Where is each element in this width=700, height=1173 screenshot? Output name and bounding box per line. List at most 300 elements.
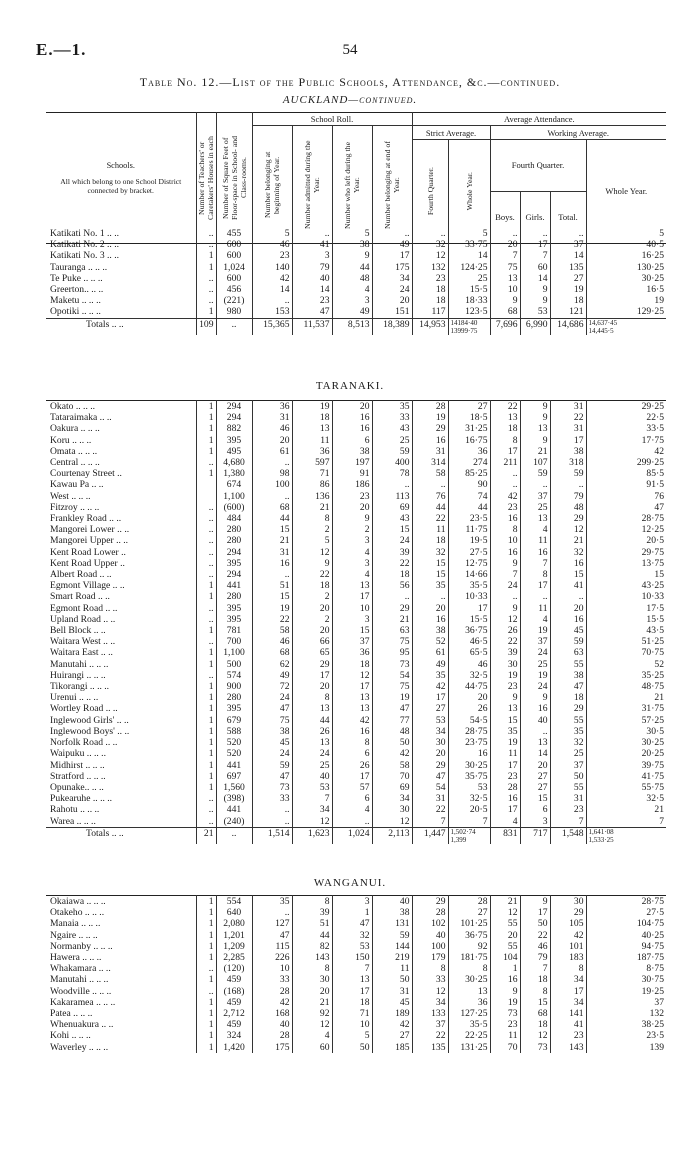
cell-value: 31 <box>372 986 412 997</box>
cell-value: 57·25 <box>586 715 666 726</box>
cell-value: 46·5 <box>448 636 490 647</box>
cell-value: 46 <box>520 941 550 952</box>
cell-value: 12 <box>490 907 520 918</box>
cell-value: 127 <box>252 918 292 929</box>
cell-value: 12 <box>292 547 332 558</box>
table-row <box>46 659 666 670</box>
cell-value: 6 <box>332 435 372 446</box>
cell-value: 32·5 <box>586 793 666 804</box>
school-name: Whenuakura .. .. <box>50 1019 114 1031</box>
cell-value: 26 <box>332 760 372 771</box>
column-headers <box>46 112 666 244</box>
cell-value: 13 <box>292 423 332 434</box>
cell-value: 395 <box>216 614 252 625</box>
school-name: Waipuku .. .. .. <box>50 748 106 760</box>
cell-value: 48 <box>550 502 586 513</box>
cell-value: 26 <box>490 625 520 636</box>
cell-value: 20 <box>448 692 490 703</box>
cell-value: 12 <box>412 986 448 997</box>
auckland-totals-row <box>46 318 666 335</box>
cell-value: 18 <box>520 1019 550 1030</box>
table-row <box>46 804 666 815</box>
table-row <box>46 997 666 1008</box>
cell-value: 15 <box>412 569 448 580</box>
cell-value: 1 <box>196 748 216 759</box>
cell-value: 32 <box>550 547 586 558</box>
school-name: Manaia .. .. .. <box>50 918 101 930</box>
cell-value: 43 <box>372 513 412 524</box>
cell-value: 280 <box>216 591 252 602</box>
school-name: Kent Road Lower .. <box>50 546 126 558</box>
cell-value: 35·25 <box>586 670 666 681</box>
page-number: 54 <box>342 42 358 58</box>
cell-value: 28·75 <box>586 896 666 908</box>
cell-value: 22 <box>490 401 520 413</box>
cell-value: 9 <box>520 692 550 703</box>
cell-value: 19 <box>252 603 292 614</box>
cell-value: 3 <box>332 896 372 908</box>
cell-value: 40·5 <box>586 239 666 250</box>
cell-value: 34 <box>372 273 412 284</box>
cell-value: 70 <box>490 1042 520 1053</box>
table-row <box>46 715 666 726</box>
cell-value: 132 <box>412 262 448 273</box>
cell-value: 674 <box>216 479 252 490</box>
cell-value: 115 <box>252 941 292 952</box>
cell-value: 136 <box>292 491 332 502</box>
cell-value: .. <box>412 591 448 602</box>
cell-value: 17·75 <box>586 435 666 446</box>
cell-value: 395 <box>216 703 252 714</box>
school-name: Warea .. .. .. <box>50 815 96 827</box>
taranaki-table <box>46 400 666 844</box>
cell-value: 30 <box>292 974 332 985</box>
cell-value: 34 <box>292 804 332 815</box>
cell-value: .. <box>252 457 292 468</box>
cell-value: 50 <box>372 737 412 748</box>
cell-value: 23 <box>550 804 586 815</box>
cell-value: 38 <box>332 239 372 250</box>
cell-value: .. <box>520 591 550 602</box>
cell-value: 1 <box>196 468 216 479</box>
working-average-header: Working Average. <box>490 126 666 139</box>
table-row <box>46 228 666 239</box>
cell-value: 85·25 <box>448 468 490 479</box>
cell-value: 50 <box>332 1042 372 1053</box>
cell-value: 38 <box>332 446 372 457</box>
totals-houses: 21 <box>196 827 216 844</box>
cell-value: 882 <box>216 423 252 434</box>
school-name: Pukearuhe .. .. .. <box>50 793 113 805</box>
cell-value: 28 <box>252 1030 292 1041</box>
table-row <box>46 306 666 318</box>
cell-value: 41 <box>550 1019 586 1030</box>
taranaki-totals-row <box>46 827 666 844</box>
cell-value: 11 <box>520 535 550 546</box>
school-name: Waitara East .. .. <box>50 647 113 659</box>
cell-value: 54·5 <box>448 715 490 726</box>
cell-value: 1 <box>196 591 216 602</box>
cell-value: .. <box>252 804 292 815</box>
table-row <box>46 614 666 625</box>
cell-value: 31 <box>252 412 292 423</box>
cell-value: 34 <box>550 997 586 1008</box>
totals-left: 1,024 <box>332 827 372 844</box>
cell-value: 16 <box>490 793 520 804</box>
cell-value: 34 <box>412 997 448 1008</box>
school-name: Waitara West .. .. <box>50 636 116 648</box>
cell-value: 19 <box>520 670 550 681</box>
school-name: Smart Road .. .. <box>50 591 110 603</box>
cell-value: 24 <box>520 681 550 692</box>
cell-value: 2 <box>292 524 332 535</box>
cell-value: 7 <box>520 963 550 974</box>
school-name: Bell Block .. .. <box>50 625 106 637</box>
cell-value: 22·25 <box>448 1030 490 1041</box>
cell-value: 31·25 <box>448 423 490 434</box>
cell-value: 79 <box>550 491 586 502</box>
cell-value: 33 <box>372 412 412 423</box>
cell-value: 600 <box>216 250 252 261</box>
cell-value: 32·5 <box>448 670 490 681</box>
cell-value: 79 <box>520 952 550 963</box>
cell-value: 27 <box>412 703 448 714</box>
cell-value: .. <box>196 535 216 546</box>
cell-value: 28·75 <box>448 726 490 737</box>
cell-value: 900 <box>216 681 252 692</box>
cell-value: 4,680 <box>216 457 252 468</box>
cell-value: 73 <box>520 1042 550 1053</box>
school-name: Stratford .. .. .. <box>50 770 106 782</box>
roll-admitted-header: Number admitted during the Year. <box>292 126 332 244</box>
cell-value: 7 <box>520 558 550 569</box>
cell-value: 59 <box>550 468 586 479</box>
cell-value: 8 <box>332 737 372 748</box>
cell-value: 30 <box>490 659 520 670</box>
cell-value: 7 <box>550 816 586 828</box>
cell-value: 1,201 <box>216 930 252 941</box>
cell-value: 16 <box>550 558 586 569</box>
total-header: Total. <box>550 191 586 243</box>
table-row <box>46 793 666 804</box>
cell-value: 141 <box>550 1008 586 1019</box>
cell-value: 7 <box>332 963 372 974</box>
cell-value: 55·75 <box>586 782 666 793</box>
cell-value: 36 <box>448 446 490 457</box>
cell-value: 17 <box>490 760 520 771</box>
cell-value: 1 <box>490 963 520 974</box>
cell-value: 91 <box>332 468 372 479</box>
school-name: Frankley Road .. .. <box>50 513 122 525</box>
cell-value: 42 <box>550 930 586 941</box>
cell-value: .. <box>196 793 216 804</box>
cell-value: 12 <box>550 524 586 535</box>
cell-value: 140 <box>252 262 292 273</box>
school-name: Okaiawa .. .. .. <box>50 896 106 907</box>
cell-value: 588 <box>216 726 252 737</box>
cell-value: 61 <box>252 446 292 457</box>
cell-value: 151 <box>372 306 412 318</box>
cell-value: 113 <box>372 491 412 502</box>
cell-value: 42 <box>372 748 412 759</box>
cell-value: 15 <box>520 997 550 1008</box>
cell-value: 17 <box>332 681 372 692</box>
cell-value: 15 <box>372 524 412 535</box>
cell-value: 16 <box>332 412 372 423</box>
cell-value: 57 <box>332 782 372 793</box>
cell-value: 23 <box>332 491 372 502</box>
cell-value: 53 <box>292 782 332 793</box>
cell-value: 10 <box>252 963 292 974</box>
cell-value: 280 <box>216 692 252 703</box>
cell-value: 17 <box>520 239 550 250</box>
cell-value: 12 <box>520 1030 550 1041</box>
cell-value: 75 <box>252 715 292 726</box>
cell-value: 69 <box>372 782 412 793</box>
cell-value: 76 <box>412 491 448 502</box>
cell-value: 21 <box>586 804 666 815</box>
cell-value: .. <box>252 816 292 828</box>
cell-value: 75 <box>372 636 412 647</box>
cell-value: 1,380 <box>216 468 252 479</box>
cell-value: .. <box>196 558 216 569</box>
cell-value: 17 <box>550 435 586 446</box>
cell-value: 37 <box>520 636 550 647</box>
cell-value: 23 <box>252 250 292 261</box>
cell-value: 600 <box>216 273 252 284</box>
cell-value: 35 <box>412 580 448 591</box>
cell-value: 23·75 <box>448 737 490 748</box>
cell-value: 63 <box>372 625 412 636</box>
cell-value: 9 <box>520 896 550 908</box>
cell-value: 34 <box>412 726 448 737</box>
teachers-houses-header: Number of Teachers' or Caretakers' Houses in each <box>196 113 216 244</box>
cell-value: 520 <box>216 748 252 759</box>
cell-value: 18·5 <box>448 412 490 423</box>
cell-value: 55 <box>550 659 586 670</box>
cell-value: 38 <box>550 446 586 457</box>
cell-value: 294 <box>216 412 252 423</box>
cell-value: 8 <box>412 963 448 974</box>
cell-value: 25 <box>520 659 550 670</box>
cell-value: 53 <box>520 306 550 318</box>
cell-value: 22 <box>412 804 448 815</box>
school-name: Fitzroy .. .. .. <box>50 501 100 513</box>
table-row <box>46 524 666 535</box>
cell-value: 47 <box>586 502 666 513</box>
school-name: Katikati No. 1 .. .. <box>50 228 120 239</box>
table-row <box>46 625 666 636</box>
cell-value: 68 <box>252 647 292 658</box>
cell-value: 18 <box>490 423 520 434</box>
cell-value: 14 <box>550 250 586 261</box>
cell-value: 17 <box>412 692 448 703</box>
cell-value: 39 <box>292 907 332 918</box>
cell-value: 181·75 <box>448 952 490 963</box>
cell-value: 46 <box>252 423 292 434</box>
cell-value: 13 <box>332 974 372 985</box>
school-name: Kohi .. .. .. <box>50 1030 91 1042</box>
cell-value: 43·25 <box>586 580 666 591</box>
cell-value: .. <box>196 513 216 524</box>
cell-value: 29 <box>372 603 412 614</box>
cell-value: 16 <box>490 547 520 558</box>
taranaki-rows <box>46 401 666 828</box>
school-name: West .. .. .. <box>50 490 91 502</box>
cell-value: .. <box>196 636 216 647</box>
cell-value: 60 <box>292 1042 332 1053</box>
cell-value: .. <box>196 986 216 997</box>
totals-beginning: 15,365 <box>252 318 292 335</box>
cell-value: 75 <box>490 262 520 273</box>
cell-value: 19 <box>412 412 448 423</box>
table-row <box>46 446 666 457</box>
cell-value: 16 <box>332 423 372 434</box>
cell-value: 25 <box>372 435 412 446</box>
cell-value: 27 <box>448 401 490 413</box>
cell-value: 127·25 <box>448 1008 490 1019</box>
cell-value: .. <box>550 591 586 602</box>
average-attendance-header: Average Attendance. <box>412 113 666 126</box>
cell-value: 123·5 <box>448 306 490 318</box>
cell-value: 29 <box>550 513 586 524</box>
cell-value: 11 <box>372 963 412 974</box>
cell-value: 20 <box>520 760 550 771</box>
cell-value: 9 <box>332 250 372 261</box>
cell-value: 98 <box>252 468 292 479</box>
cell-value: 5 <box>332 1030 372 1041</box>
table-row <box>46 782 666 793</box>
cell-value: 12 <box>412 250 448 261</box>
cell-value: 35·5 <box>448 580 490 591</box>
cell-value: 17 <box>332 986 372 997</box>
cell-value: 42 <box>252 997 292 1008</box>
cell-value: 95 <box>372 647 412 658</box>
cell-value: 24 <box>490 580 520 591</box>
cell-value: 13 <box>520 737 550 748</box>
cell-value: 32·5 <box>448 793 490 804</box>
table-row <box>46 273 666 284</box>
cell-value: 36 <box>332 647 372 658</box>
cell-value: 3 <box>332 614 372 625</box>
cell-value: 1 <box>196 306 216 318</box>
cell-value: 8 <box>490 435 520 446</box>
cell-value: (240) <box>216 816 252 828</box>
school-name: Otakeho .. .. .. <box>50 907 105 919</box>
table-row <box>46 513 666 524</box>
cell-value: 50 <box>520 918 550 929</box>
cell-value: 31 <box>412 793 448 804</box>
table-row <box>46 941 666 952</box>
cell-value: 36·75 <box>448 625 490 636</box>
cell-value: 53 <box>332 941 372 952</box>
cell-value: 179 <box>412 952 448 963</box>
cell-value: 28·75 <box>586 513 666 524</box>
cell-value: 48·75 <box>586 681 666 692</box>
table-row <box>46 737 666 748</box>
cell-value: 59 <box>520 468 550 479</box>
cell-value: 37 <box>412 1019 448 1030</box>
cell-value: 9 <box>520 295 550 306</box>
table-row <box>46 760 666 771</box>
cell-value: 2 <box>292 591 332 602</box>
cell-value: 31 <box>550 423 586 434</box>
cell-value: .. <box>550 479 586 490</box>
cell-value: 8 <box>550 963 586 974</box>
cell-value: 27 <box>448 907 490 918</box>
school-name: Inglewood Boys' .. .. <box>50 725 130 737</box>
cell-value: 21 <box>252 535 292 546</box>
cell-value: 22 <box>372 558 412 569</box>
cell-value: .. <box>490 228 520 239</box>
cell-value: 24 <box>372 535 412 546</box>
table-row <box>46 748 666 759</box>
cell-value: 10 <box>490 535 520 546</box>
totals-strict-whole: 14184·40 13999·75 <box>448 318 490 335</box>
cell-value: 27·5 <box>448 547 490 558</box>
auckland-table <box>46 228 666 335</box>
cell-value: 13 <box>332 703 372 714</box>
cell-value: 13 <box>332 692 372 703</box>
cell-value: 23·5 <box>586 1030 666 1041</box>
cell-value: 7 <box>586 816 666 828</box>
cell-value: 22 <box>490 636 520 647</box>
cell-value: 13 <box>332 580 372 591</box>
cell-value: 3 <box>332 558 372 569</box>
table-title: Table No. 12.—List of the Public Schools, Attendance, &c.—continued. <box>139 75 561 89</box>
cell-value: 92 <box>448 941 490 952</box>
cell-value: 554 <box>216 896 252 908</box>
cell-value: 16 <box>252 558 292 569</box>
cell-value: 37 <box>332 636 372 647</box>
cell-value: 1 <box>196 930 216 941</box>
strict-whole-year-header: Whole Year. <box>448 139 490 243</box>
cell-value: 1 <box>196 760 216 771</box>
cell-value: 48 <box>372 726 412 737</box>
schools-header <box>46 113 196 244</box>
cell-value: 43·5 <box>586 625 666 636</box>
cell-value: 495 <box>216 446 252 457</box>
cell-value: .. <box>520 726 550 737</box>
cell-value: 1 <box>196 412 216 423</box>
cell-value: 35 <box>372 401 412 413</box>
cell-value: 71 <box>292 468 332 479</box>
school-name: Hawera .. .. .. <box>50 952 102 964</box>
cell-value: 1 <box>196 771 216 782</box>
totals-floor: .. <box>216 318 252 335</box>
totals-boys: 831 <box>490 827 520 844</box>
cell-value: 12·25 <box>586 524 666 535</box>
cell-value: 13 <box>448 986 490 997</box>
cell-value: 19·25 <box>586 986 666 997</box>
cell-value: 55 <box>550 782 586 793</box>
cell-value: 40 <box>412 930 448 941</box>
cell-value: 139 <box>586 1042 666 1053</box>
cell-value: 13 <box>520 513 550 524</box>
cell-value: 15 <box>412 558 448 569</box>
cell-value: 24 <box>252 748 292 759</box>
cell-value: 34 <box>372 793 412 804</box>
cell-value: 25 <box>550 748 586 759</box>
table-row <box>46 986 666 997</box>
cell-value: 21 <box>586 692 666 703</box>
table-row <box>46 681 666 692</box>
cell-value: 25 <box>448 273 490 284</box>
cell-value: 11·75 <box>448 524 490 535</box>
cell-value: 19 <box>550 284 586 295</box>
totals-floor: .. <box>216 827 252 844</box>
cell-value: 395 <box>216 603 252 614</box>
